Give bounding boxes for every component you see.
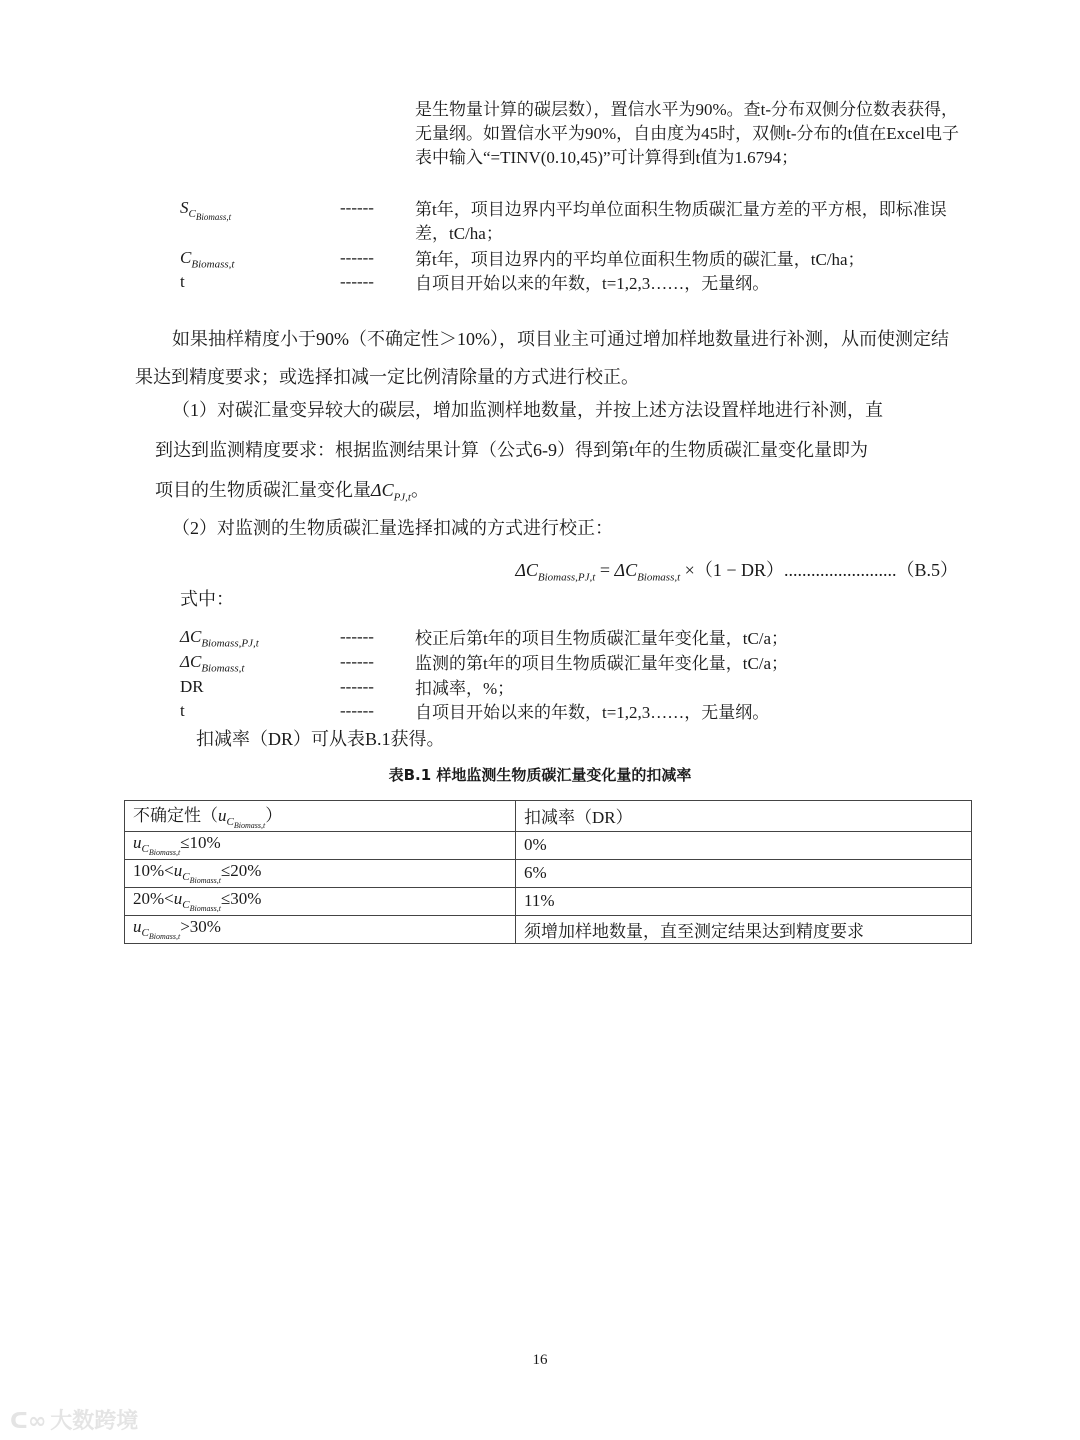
continuation-text: 是生物量计算的碳层数），置信水平为90%。查t-分布双侧分位数表获得，无量纲。如置信水平为90%，自由度为45时，双侧t-分布的t值在Excel电子表中输入“=TINV(0.10,45)”可计算得到t值为1.6794； xyxy=(415,100,959,167)
page-number: 16 xyxy=(532,1352,548,1368)
table-row: $u_{C_{Biomass,t}}>30\%$ 须增加样地数量，直至测定结果达到精度要求 xyxy=(125,915,972,943)
table-row: $u_{C_{Biomass,t}}\le 10\%$ 0% xyxy=(125,831,972,859)
table-row: $20\%<u_{C_{Biomass,t}}\le 30\%$ 11% xyxy=(125,887,972,915)
table-header-row: 不确定性$(u_{C_{Biomass,t}})$ 扣减率（DR） xyxy=(125,801,972,832)
formula-b5: $\Delta C_{Biomass,PJ,t} = \Delta C_{Biomass,t} \times(1 - DR).........................(B.5)$ xyxy=(515,560,958,584)
watermark-logo: ᑕ∞ 大数跨境 xyxy=(10,1409,139,1434)
table-title: 表B.1 样地监测生物质碳汇量变化量的扣减率 xyxy=(388,766,692,784)
paragraph-option-2: （2）对监测的生物质碳汇量选择扣减的方式进行校正： xyxy=(172,518,613,538)
paragraph-precision: 如果抽样精度小于90%（不确定性＞10%），项目业主可通过增加样地数量进行补测，从而使测定结果达到精度要求；或选择扣减一定比例清除量的方式进行校正。 xyxy=(135,329,949,387)
where-label: 式中： xyxy=(180,589,234,609)
deduction-rate-table xyxy=(124,800,972,944)
dr-note: 扣减率（DR）可从表B.1获得。 xyxy=(196,729,445,749)
paragraph-option-1-line3: 项目的生物质碳汇量变化量$\Delta C_{PJ,t}$。 xyxy=(155,480,429,504)
watermark-icon: ᑕ∞ xyxy=(10,1409,47,1434)
paragraph-option-1-line1: （1）对碳汇量变异较大的碳层，增加监测样地数量，并按上述方法设置样地进行补测，直 xyxy=(172,400,883,420)
paragraph-option-1-line2: 到达到监测精度要求：根据监测结果计算（公式6-9）得到第t年的生物质碳汇量变化量即为 xyxy=(155,440,868,460)
table-row: $10\%<u_{C_{Biomass,t}}\le 20\%$ 6% xyxy=(125,859,972,887)
